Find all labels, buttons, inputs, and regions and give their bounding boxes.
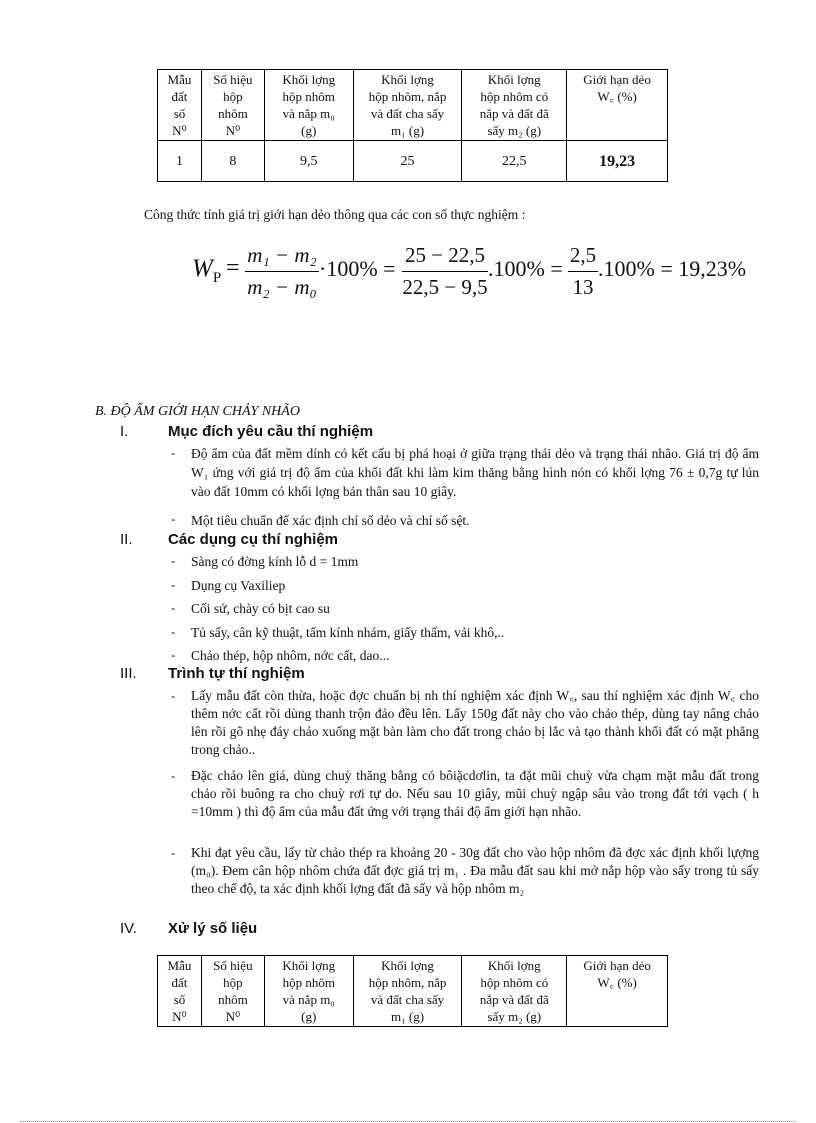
formula-lhs bbox=[192, 255, 221, 287]
section-b-title: B. ĐỘ ẨM GIỚI HẠN CHẢY NHÃO bbox=[95, 404, 300, 419]
fraction-1-denominator: m₂ − m₀ bbox=[245, 271, 319, 303]
formula-lhs-sub: P bbox=[212, 270, 222, 286]
section-4-number: IV. bbox=[120, 920, 137, 937]
section-1-number: I. bbox=[120, 423, 129, 440]
cell-dry-mass: 22,5 bbox=[462, 141, 567, 182]
bullet-dash: - bbox=[171, 553, 176, 568]
cell-wet-mass: 25 bbox=[353, 141, 462, 182]
cell-box-no: 8 bbox=[201, 141, 264, 182]
fraction-3-numerator: 2,5 bbox=[569, 243, 597, 267]
bullet-dash: - bbox=[171, 445, 176, 460]
bullet-dash: - bbox=[171, 688, 176, 703]
sec3-item-1: Lấy mẫu đất còn thừa, hoặc đợc chuẩn bị nh thí nghiệm xác định W꜀, sau thí nghiệm xác định W꜀ cho thêm nớc cất rồi dùng thanh trộn đảo đều lên. Lấy 150g đất này cho vào chảo thép, dùng tay nâng chảo lên rồi gõ nhẹ đáy chảo xuống mặt bàn làm cho đất trong chảo bị lắc và tạo thành khối đất có mặt phẳng trong chảo.. bbox=[191, 688, 759, 757]
sec2-item-2: Dụng cụ Vaxiliep bbox=[191, 578, 286, 593]
page-bottom-rule bbox=[20, 1121, 796, 1122]
fraction-1 bbox=[245, 240, 319, 303]
fraction-3 bbox=[568, 240, 598, 303]
equals-sign: = bbox=[226, 255, 240, 281]
header-box-mass: Khối lợng hộp nhôm và nắp m₀ (g) bbox=[264, 70, 353, 141]
bullet-dash: - bbox=[171, 577, 176, 592]
header-sample-no: Mẫu đất số N⁰ bbox=[158, 956, 202, 1027]
header-dry-mass: Khối lợng hộp nhôm có nắp và đất đã sấy m₂ (g) bbox=[462, 70, 567, 141]
sec3-item-3: Khi đạt yêu cầu, lấy từ chảo thép ra khoảng 20 - 30g đất cho vào hộp nhôm đã đợc xác định khối lựợng (m₀). Đem cân hộp nhôm chứa đất đợc giá trị m₁ . Đa mẫu đất sau khi mở nắp hộp vào sấy trong tủ sấy theo chế độ, ta xác định khối lợng đất đã sấy và hộp nhôm m₂ bbox=[191, 845, 759, 896]
fraction-2 bbox=[402, 240, 488, 303]
bullet-dash: - bbox=[171, 845, 176, 860]
header-sample-no: Mẫu đất số N⁰ bbox=[158, 70, 202, 141]
bullet-dash: - bbox=[171, 624, 176, 639]
table-header-row bbox=[158, 70, 668, 141]
results-table-liquid-limit bbox=[157, 955, 668, 1027]
header-box-no: Số hiệu hộp nhôm N⁰ bbox=[201, 956, 264, 1027]
fraction-2-denominator: 22,5 − 9,5 bbox=[402, 271, 488, 303]
bullet-dash: - bbox=[171, 647, 176, 662]
sec1-item-1: Độ ẩm của đất mềm dính có kết cấu bị phá hoại ở giữa trạng thái dẻo và trạng thái nhão. Giá trị độ ẩm W₁ ứng với giá trị độ ẩm của khối đất khi làm kim thăng bằng hình nón có khối lợng 76 ± 0,7g tự lún vào đất 10mm có khối lợng bản thân sau 10 giây. bbox=[191, 446, 759, 499]
bullet-dash: - bbox=[171, 600, 176, 615]
section-2-title: Các dụng cụ thí nghiệm bbox=[168, 531, 339, 548]
sec3-item-2: Đặc chảo lên giá, dùng chuỳ thăng bằng có bôiặcdơlin, ta đặt mũi chuỳ vừa chạm mặt mẫu đất trong chảo rồi buông ra cho chuỳ rơi tự do. Nếu sau 10 giây, mũi chuỳ ngập sâu vào trong đất tới vạch ( h =10mm ) thì độ ẩm của mẫu đất ứng với trạng thái độ ẩm giới hạn nhão. bbox=[191, 768, 759, 819]
formula-result: .100% = 19,23% bbox=[598, 256, 747, 281]
cell-sample-no: 1 bbox=[158, 141, 202, 182]
cell-box-mass: 9,5 bbox=[264, 141, 353, 182]
header-wet-mass: Khối lợng hộp nhôm, nắp và đất cha sấy m₁ (g) bbox=[353, 70, 462, 141]
formula-lhs-var: W bbox=[192, 255, 213, 282]
section-3-number: III. bbox=[120, 665, 137, 682]
table-header-row bbox=[158, 956, 668, 1027]
header-dry-mass: Khối lợng hộp nhôm có nắp và đất đã sấy m₂ (g) bbox=[462, 956, 567, 1027]
section-3-title: Trình tự thí nghiệm bbox=[168, 665, 305, 682]
bullet-dash: - bbox=[171, 768, 176, 783]
fraction-3-denominator: 13 bbox=[568, 271, 598, 303]
table-row bbox=[158, 141, 668, 182]
fraction-2-numerator: 25 − 22,5 bbox=[404, 243, 486, 267]
header-plastic-limit: Giới hạn dẻo W꜀ (%) bbox=[567, 70, 668, 141]
formula-intro: Công thức tính giá trị giới hạn dẻo thông qua các con số thực nghiệm : bbox=[144, 207, 526, 222]
sec2-item-4: Tủ sấy, cân kỹ thuật, tấm kính nhám, giấy thấm, vải khô,.. bbox=[191, 625, 505, 640]
sec2-item-3: Cối sứ, chày có bịt cao su bbox=[191, 601, 330, 616]
results-table-plastic-limit bbox=[157, 69, 668, 182]
section-2-number: II. bbox=[120, 531, 133, 548]
bullet-dash: - bbox=[171, 511, 176, 526]
section-1-title: Mục đích yêu cầu thí nghiệm bbox=[168, 423, 374, 440]
fraction-1-numerator: m₁ − m₂ bbox=[247, 243, 317, 267]
header-box-mass: Khối lợng hộp nhôm và nắp m₀ (g) bbox=[264, 956, 353, 1027]
sec1-item-2: Một tiêu chuẩn để xác định chỉ số dẻo và chỉ số sệt. bbox=[191, 513, 470, 528]
header-liquid-limit: Giới hạn dẻo W꜀ (%) bbox=[567, 956, 668, 1027]
formula-mid-2: .100% = bbox=[488, 256, 563, 281]
formula-mid-1: ·100% = bbox=[319, 256, 396, 281]
section-4-title: Xử lý số liệu bbox=[168, 920, 258, 937]
sec2-item-5: Chảo thép, hộp nhôm, nớc cất, dao... bbox=[191, 648, 390, 663]
header-wet-mass: Khối lợng hộp nhôm, nắp và đất cha sấy m₁ (g) bbox=[353, 956, 462, 1027]
header-box-no: Số hiệu hộp nhôm N⁰ bbox=[201, 70, 264, 141]
sec2-item-1: Sàng có đờng kính lỗ d = 1mm bbox=[191, 554, 359, 569]
cell-plastic-limit: 19,23 bbox=[567, 141, 668, 182]
